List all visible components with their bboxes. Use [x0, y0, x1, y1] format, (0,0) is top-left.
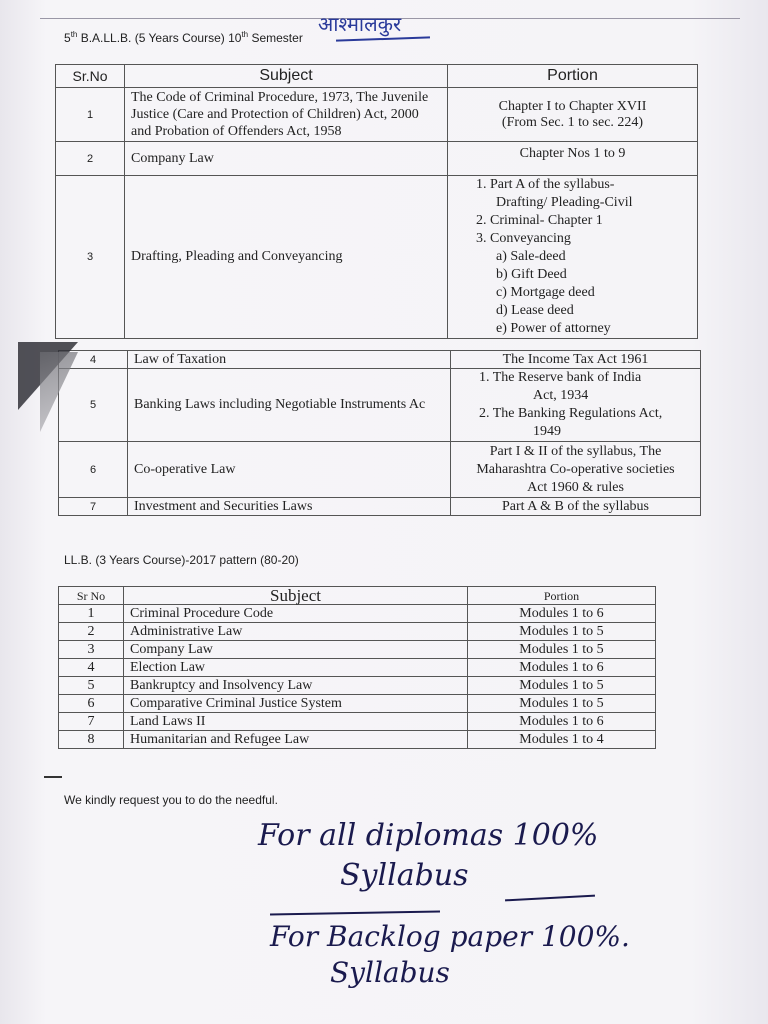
row-sr: 4 [59, 659, 124, 677]
ballb-subjects-table-part2 [58, 350, 701, 516]
table-row [56, 88, 698, 142]
list-item: Act, 1934 [533, 388, 589, 403]
portion-list [479, 369, 694, 441]
row-portion: Modules 1 to 6 [468, 605, 656, 623]
table-row [56, 142, 698, 176]
row-subject: Comparative Criminal Justice System [124, 695, 468, 713]
handwritten-line-1: For all diplomas 100% [258, 818, 599, 853]
list-item: a) Sale-deed [496, 249, 566, 264]
row-subject: The Code of Criminal Procedure, 1973, The Juvenile Justice (Care and Protection of Children) Act, 2000 and Probation of Offenders Act, 1958 [125, 88, 448, 142]
row-portion: Modules 1 to 5 [468, 641, 656, 659]
row-portion: Chapter I to Chapter XVII (From Sec. 1 to sec. 224) [448, 88, 698, 142]
row-subject: Investment and Securities Laws [128, 498, 451, 516]
table-row [59, 677, 656, 695]
table-row [59, 442, 701, 498]
row-sr: 2 [59, 623, 124, 641]
heading-mid: B.A.LL.B. (5 Years Course) 10 [77, 31, 242, 45]
row-sr: 4 [59, 351, 128, 369]
row-sr: 1 [59, 605, 124, 623]
row-portion: The Income Tax Act 1961 [451, 351, 701, 369]
row-sr: 3 [56, 176, 125, 339]
col-header-sr: Sr.No [56, 65, 125, 88]
closing-note: We kindly request you to do the needful. [64, 793, 278, 807]
table-row [59, 641, 656, 659]
row-portion: Modules 1 to 6 [468, 659, 656, 677]
heading-sup2: th [241, 30, 249, 39]
row-sr: 5 [59, 677, 124, 695]
list-item: d) Lease deed [496, 303, 574, 318]
ballb-subjects-table-part1 [55, 64, 698, 339]
list-item: 2. Criminal- Chapter 1 [476, 213, 603, 228]
row-subject: Humanitarian and Refugee Law [124, 731, 468, 749]
row-portion: Modules 1 to 4 [468, 731, 656, 749]
table-row [59, 623, 656, 641]
heading-suffix: Semester [248, 31, 303, 45]
table-row [59, 695, 656, 713]
list-item: Drafting/ Pleading-Civil [496, 195, 633, 210]
row-sr: 5 [59, 369, 128, 442]
llb-subjects-table [58, 586, 656, 749]
table-row [56, 176, 698, 339]
row-sr: 7 [59, 498, 128, 516]
col-header-portion: Portion [468, 587, 656, 605]
row-sr: 7 [59, 713, 124, 731]
section1-heading [64, 30, 303, 45]
row-subject: Law of Taxation [128, 351, 451, 369]
list-item: e) Power of attorney [496, 321, 611, 336]
row-subject: Land Laws II [124, 713, 468, 731]
row-subject: Criminal Procedure Code [124, 605, 468, 623]
row-sr: 2 [56, 142, 125, 176]
table-row [59, 713, 656, 731]
table-row [59, 659, 656, 677]
row-subject: Bankruptcy and Insolvency Law [124, 677, 468, 695]
list-item: c) Mortgage deed [496, 285, 595, 300]
row-subject: Banking Laws including Negotiable Instruments Ac [128, 369, 451, 442]
list-item: b) Gift Deed [496, 267, 567, 282]
row-portion: Chapter Nos 1 to 9 [448, 142, 698, 176]
row-portion: Part A & B of the syllabus [451, 498, 701, 516]
table-row [59, 369, 701, 442]
row-sr: 1 [56, 88, 125, 142]
col-header-portion: Portion [448, 65, 698, 88]
row-portion: Modules 1 to 5 [468, 677, 656, 695]
handwritten-line-3: For Backlog paper 100%. [270, 920, 630, 953]
handwritten-line-2: Syllabus [340, 858, 469, 893]
list-item: 1. The Reserve bank of India [479, 370, 642, 385]
table-header-row [59, 587, 656, 605]
row-subject: Election Law [124, 659, 468, 677]
row-sr: 8 [59, 731, 124, 749]
portion-list [476, 176, 691, 338]
heading-prefix: 5 [64, 31, 71, 45]
section2-heading: LL.B. (3 Years Course)-2017 pattern (80-20) [64, 553, 299, 567]
col-header-subject: Subject [125, 65, 448, 88]
table-row [59, 351, 701, 369]
row-subject: Company Law [125, 142, 448, 176]
row-sr: 3 [59, 641, 124, 659]
col-header-subject: Subject [124, 587, 468, 605]
table-row [59, 605, 656, 623]
col-header-sr: Sr No [59, 587, 124, 605]
row-portion: Modules 1 to 5 [468, 623, 656, 641]
row-portion: Part I & II of the syllabus, The Maharashtra Co-operative societies Act 1960 & rules [451, 442, 701, 498]
row-portion: Modules 1 to 5 [468, 695, 656, 713]
list-item: 3. Conveyancing [476, 231, 571, 246]
row-portion-list [451, 369, 701, 442]
margin-dash [44, 776, 62, 778]
row-subject: Administrative Law [124, 623, 468, 641]
row-subject: Co-operative Law [128, 442, 451, 498]
row-sr: 6 [59, 695, 124, 713]
heading-sup1: th [70, 30, 78, 39]
row-subject: Company Law [124, 641, 468, 659]
list-item: 2. The Banking Regulations Act, [479, 406, 663, 421]
handwritten-hindi-note: आश्मालकुर [318, 12, 402, 36]
row-portion: Modules 1 to 6 [468, 713, 656, 731]
table-header-row [56, 65, 698, 88]
list-item: 1. Part A of the syllabus- [476, 177, 615, 192]
row-portion-list [448, 176, 698, 339]
list-item: 1949 [533, 424, 561, 439]
table-row [59, 498, 701, 516]
handwritten-line-4: Syllabus [330, 956, 450, 989]
row-subject: Drafting, Pleading and Conveyancing [125, 176, 448, 339]
table-row [59, 731, 656, 749]
row-sr: 6 [59, 442, 128, 498]
